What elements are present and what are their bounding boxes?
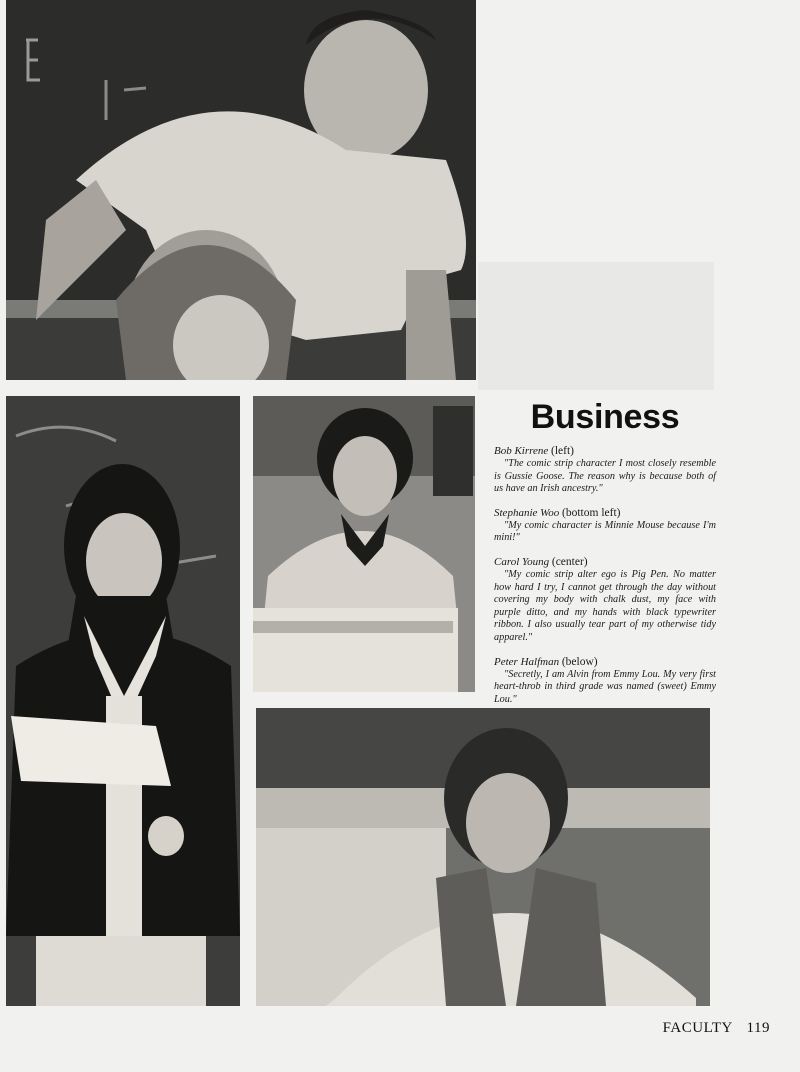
faculty-text-column <box>494 398 716 717</box>
faculty-entry <box>494 507 716 545</box>
faculty-name <box>494 445 716 458</box>
section-heading: Business <box>530 398 680 436</box>
faculty-quote: "The comic strip character I most closely resemble is Gussie Goose. The reason why is because both of us have an Irish ancestry." <box>494 458 716 495</box>
faculty-name <box>494 556 716 569</box>
faculty-entry <box>494 445 716 496</box>
bleed-through-shadow <box>476 150 716 260</box>
faculty-quote: "Secretly, I am Alvin from Emmy Lou. My very first heart-throb in third grade was named (sweet) Emmy Lou." <box>494 668 716 705</box>
faculty-name <box>494 507 716 520</box>
faculty-quote: "My comic strip alter ego is Pig Pen. No matter how hard I try, I cannot get through the day without covering my body with chalk dust, my face with purple ditto, and my hands with black typewriter ribbon. I also usually tear part of my otherwise tidy apparel." <box>494 568 716 643</box>
faculty-quote: "My comic character is Minnie Mouse because I'm mini!" <box>494 519 716 544</box>
photo-position: (bottom left) <box>562 506 621 519</box>
page-number: 119 <box>746 1020 770 1036</box>
photo-stephanie-woo <box>6 396 240 1006</box>
photo-peter-halfman <box>256 708 710 1006</box>
page-footer <box>663 1020 770 1037</box>
photo-carol-young <box>253 396 475 692</box>
photo-position: (left) <box>551 445 575 457</box>
footer-section-label: FACULTY <box>662 1020 733 1036</box>
faculty-name-text: Bob Kirrene <box>494 445 549 457</box>
faculty-name-text: Stephanie Woo <box>494 506 560 519</box>
faculty-entry <box>494 556 716 645</box>
faculty-name-text: Carol Young <box>494 555 550 568</box>
bleed-through-block <box>478 262 714 390</box>
photo-position: (center) <box>551 555 588 568</box>
faculty-name <box>494 656 716 669</box>
faculty-entry <box>494 656 716 707</box>
photo-teacher-and-student <box>6 0 476 380</box>
faculty-name-text: Peter Halfman <box>494 655 560 668</box>
photo-position: (below) <box>561 655 598 668</box>
